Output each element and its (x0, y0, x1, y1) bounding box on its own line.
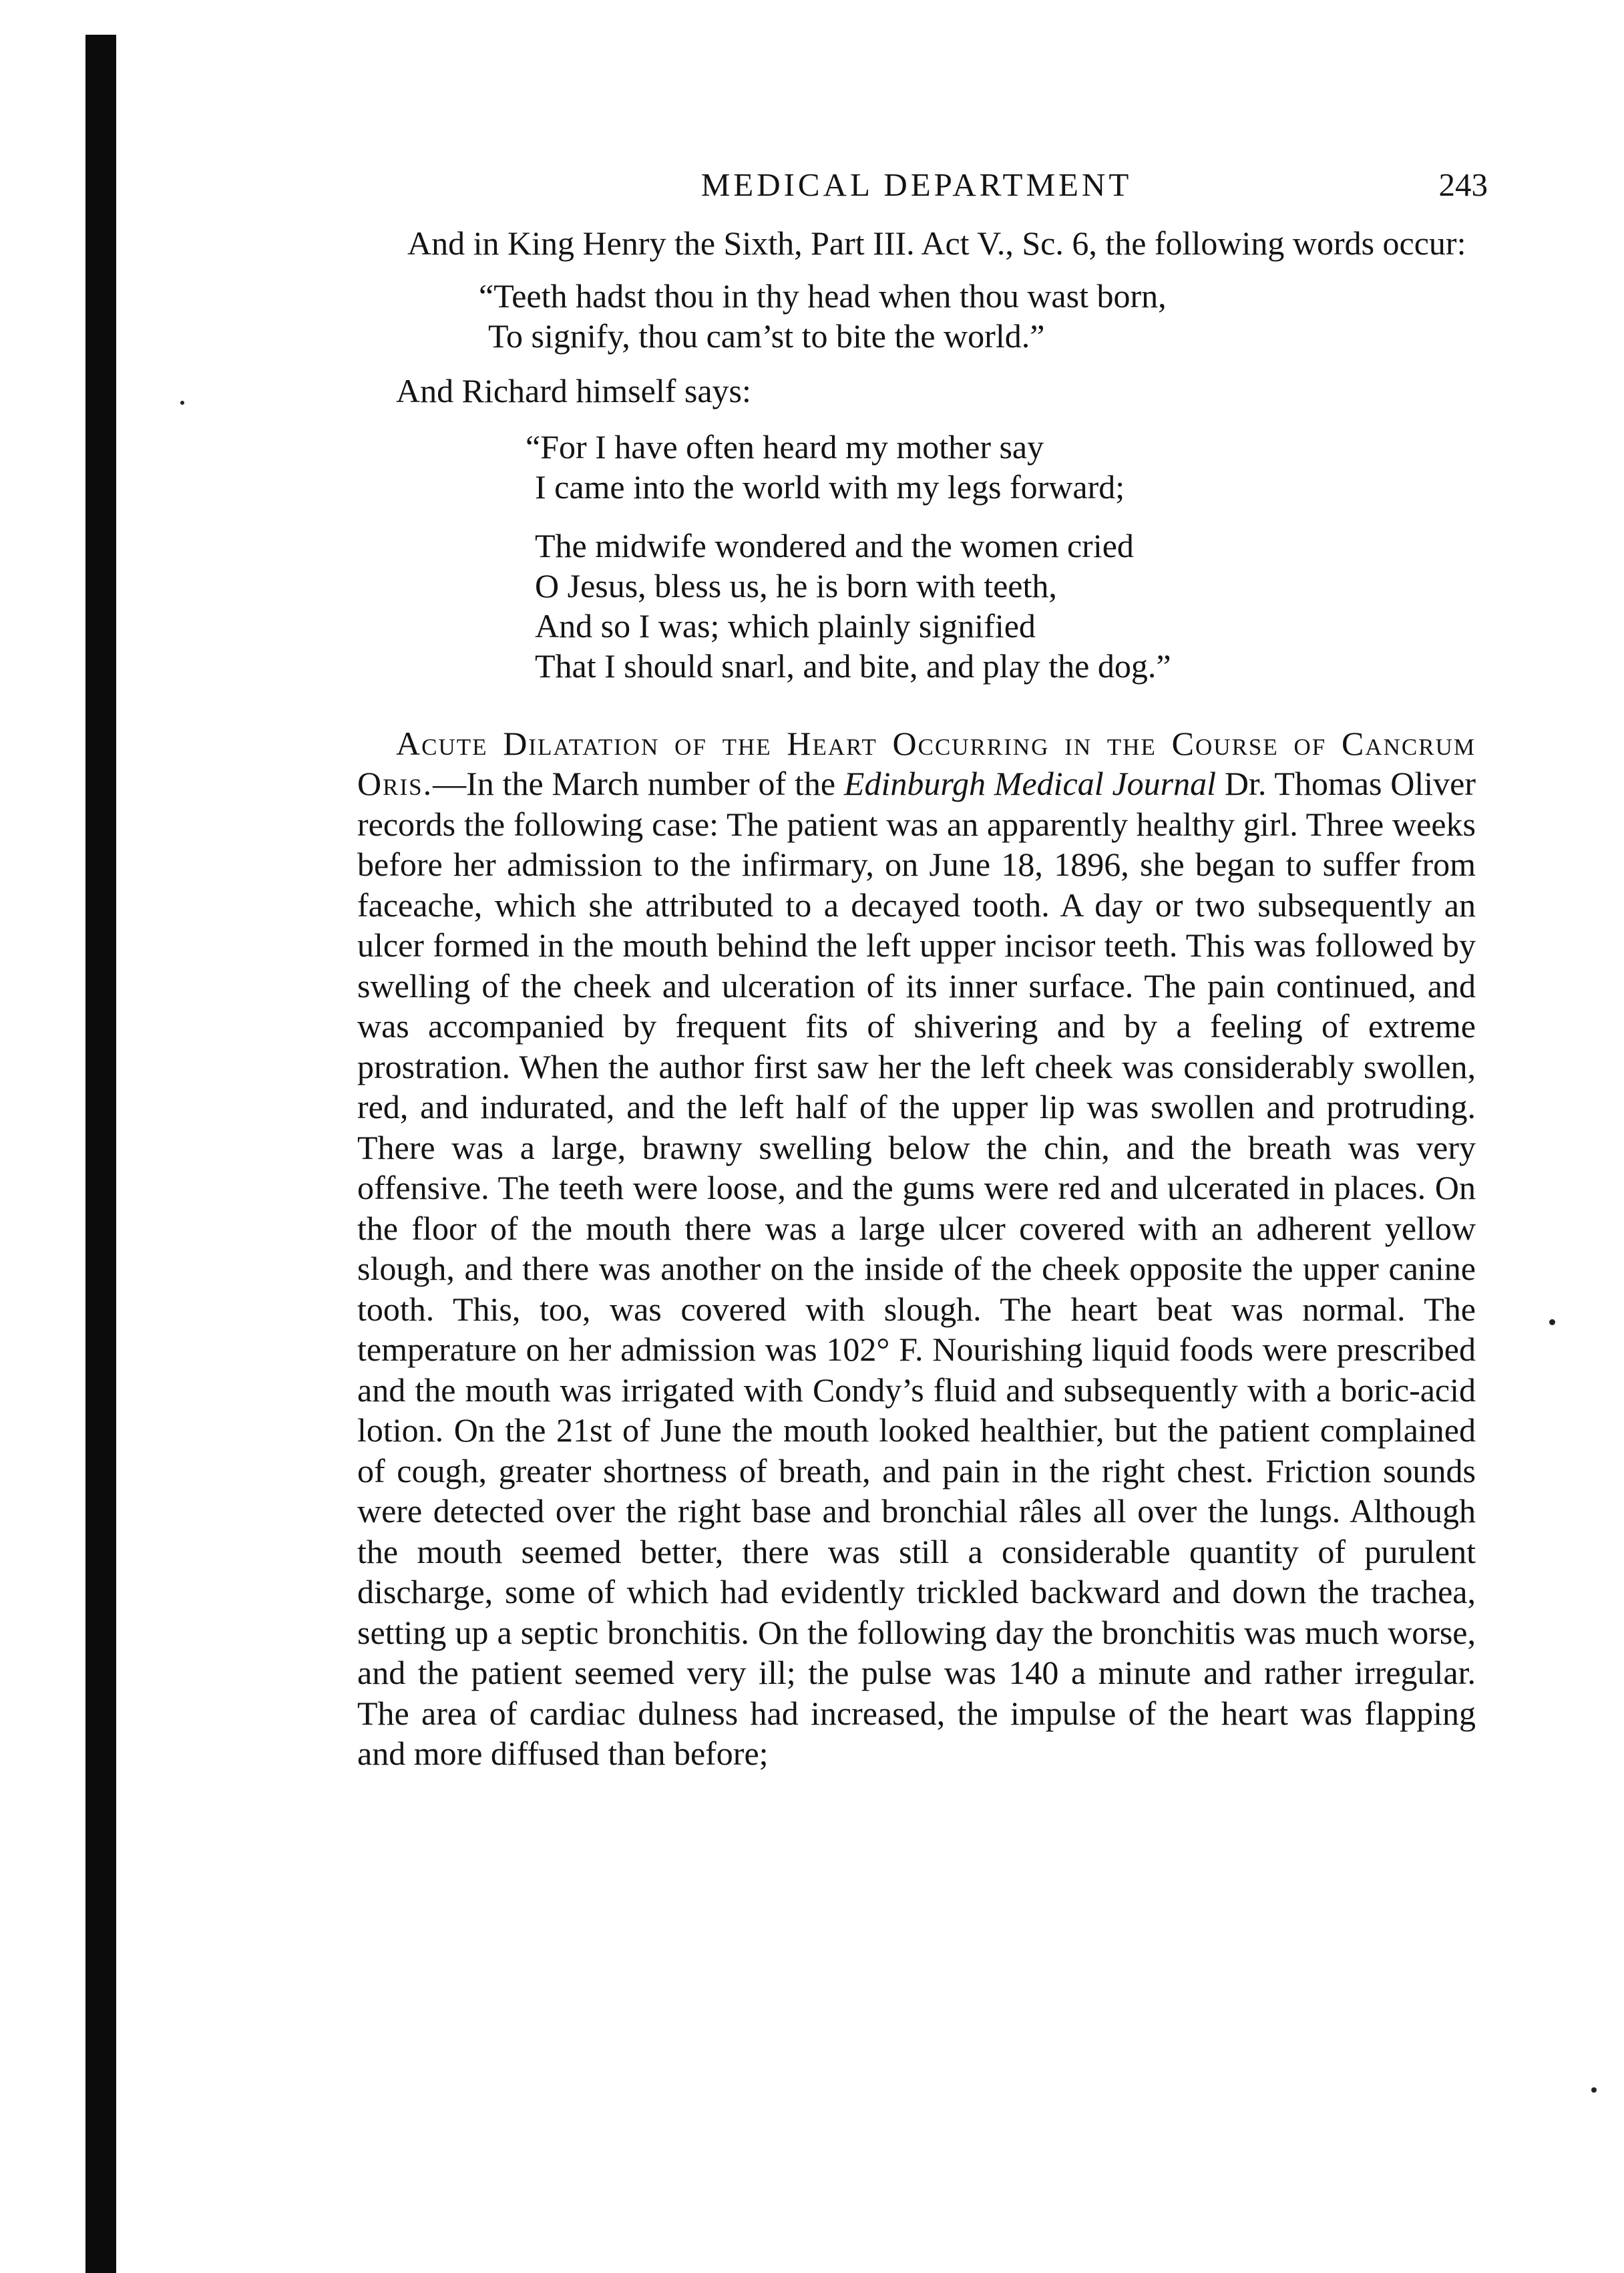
verse-line: The midwife wondered and the women cried (535, 526, 1134, 564)
article-heading: Acute Dilatation of the Heart Occurring in the Course of Cancrum Oris. (357, 724, 1476, 802)
intro-paragraph: And in King Henry the Sixth, Part III. Act V., Sc. 6, the following words occur: (407, 224, 1466, 262)
article-lead: —In the March number of the (433, 765, 844, 802)
verse-henry-vi (357, 276, 1476, 356)
verse-line: “For I have often heard my mother say (526, 427, 1044, 466)
scan-speck (180, 401, 184, 405)
verse-line: “Teeth hadst thou in thy head when thou wast born, (479, 277, 1167, 315)
journal-title: Edinburgh Medical Journal (843, 765, 1217, 802)
page-number: 243 (1438, 166, 1488, 203)
verse-richard (357, 427, 1476, 686)
article-paragraph (357, 723, 1476, 1774)
scan-speck (1549, 1319, 1555, 1325)
page-content (357, 166, 1488, 1774)
article-body: Dr. Thomas Oliver records the following case: The patient was an apparently healthy girl. Three weeks before her admission to the infirmary, on June 18, 1896, she began to suffer from faceache, which she attributed to a decayed tooth. A day or two subsequently an ulcer formed in the mouth behind the left upper incisor teeth. This was followed by swelling of the cheek and ulceration of its inner surface. The pain continued, and was accompanied by frequent fits of shivering and by a feeling of extreme prostration. When the author first saw her the left cheek was considerably swollen, red, and indurated, and the left half of the upper lip was swollen and protruding. There was a large, brawny swelling below the chin, and the breath was very offensive. The teeth were loose, and the gums were red and ulcerated in places. On the floor of the mouth there was a large ulcer covered with an adherent yellow slough, and there was another on the inside of the cheek opposite the upper canine tooth. This, too, was covered with slough. The heart beat was normal. The temperature on her admission was 102° F. Nourishing liquid foods were prescribed and the mouth was irrigated with Condy’s fluid and subsequently with a boric-acid lotion. On the 21st of June the mouth looked healthier, but the patient complained of cough, greater shortness of breath, and pain in the right chest. Friction sounds were detected over the right base and bronchial râles all over the lungs. Although the mouth seemed better, there was still a considerable quantity of purulent discharge, some of which had evidently trickled backward and down the trachea, setting up a septic bronchitis. On the following day the bronchitis was much worse, and the patient seemed very ill; the pulse was 140 a minute and rather irregular. The area of cardiac dulness had increased, the impulse of the heart was flapping and more diffused than before; (357, 765, 1476, 1772)
scan-speck (1591, 2087, 1597, 2093)
richard-says-line: And Richard himself says: (396, 371, 751, 409)
verse-line: I came into the world with my legs forward; (535, 468, 1125, 506)
stanza-gap (526, 507, 1476, 526)
verse-line: To signify, thou cam’st to bite the world.” (488, 317, 1045, 355)
verse-line: And so I was; which plainly signified (535, 606, 1036, 645)
verse-line: O Jesus, bless us, he is born with teeth, (535, 566, 1057, 604)
verse-line: That I should snarl, and bite, and play the dog.” (535, 647, 1171, 685)
running-head (357, 166, 1488, 223)
running-head-title: MEDICAL DEPARTMENT (700, 166, 1133, 203)
scan-edge-bar (85, 35, 116, 2273)
